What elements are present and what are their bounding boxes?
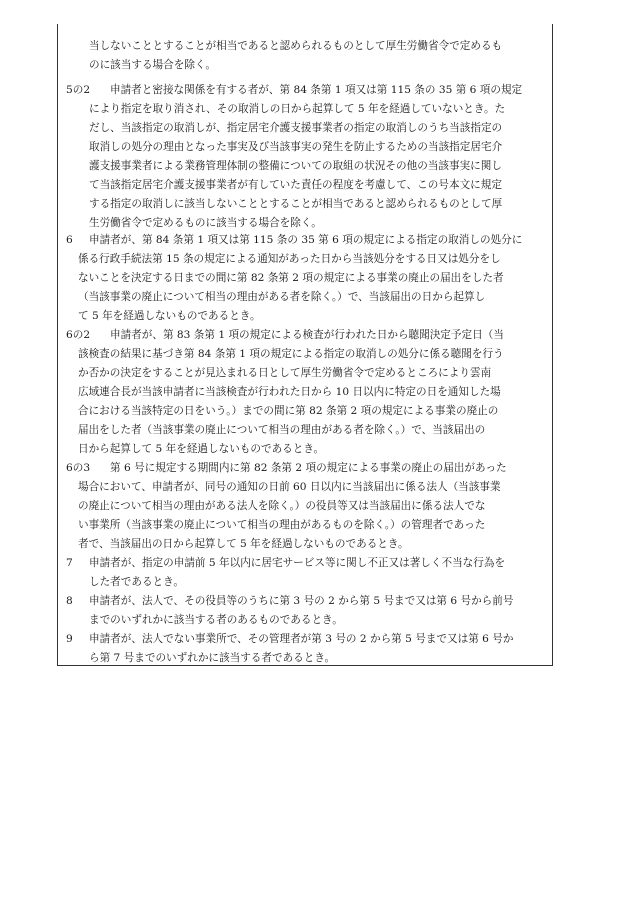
paragraph-line: 取消しの処分の理由となった事実及び当該事実の発生を防止するための当該指定居宅介 [89,141,503,153]
paragraph-line: か否かの決定をすることが見込まれる日として厚生労働省令で定めるところにより雲南 [78,367,492,379]
paragraph-line: 日から起算して 5 年を経過しないものであるとき。 [78,443,325,455]
paragraph-line: い事業所（当該事業の廃止について相当の理由があるものを除く。）の管理者であった [78,519,486,531]
paragraph-line: 第 6 号に規定する期間内に第 82 条第 2 項の規定による事業の廃止の届出があった [110,462,507,474]
paragraph-line: 場合において、申請者が、同号の通知の日前 60 日以内に当該届出に係る法人（当該事業 [78,481,501,493]
paragraph-line: 申請者が、第 84 条第 1 項又は第 115 条の 35 第 6 項の規定による指定の取消しの処分に [89,234,523,246]
paragraph-line: て当該指定居宅介護支援事業者が有していた責任の程度を考慮して、この号本文に規定 [89,179,502,191]
paragraph-line: のに該当する場合を除く。 [89,59,216,71]
item-number: 6の2 [66,329,91,341]
paragraph-line: 届出をした者（当該事業の廃止について相当の理由がある者を除く。）で、当該届出の [78,424,486,436]
item-number: 6の3 [66,462,91,474]
paragraph-line: の廃止について相当の理由がある法人を除く。）の役員等又は当該届出に係る法人でな [78,500,486,512]
paragraph-line: した者であるとき。 [89,576,184,588]
paragraph-line: 申請者が、指定の申請前 5 年以内に居宅サービス等に関し不正又は著しく不当な行為を [89,557,506,569]
paragraph-line: ら第 7 号までのいずれかに該当する者であるとき。 [89,652,336,664]
paragraph-line: 生労働省令で定めるものに該当する場合を除く。 [89,217,322,229]
item-number: 9 [66,633,73,645]
document-frame [57,24,553,666]
paragraph-line: 申請者が、第 83 条第 1 項の規定による検査が行われた日から聴聞決定予定日（当 [110,329,504,341]
paragraph-line: だし、当該指定の取消しが、指定居宅介護支援事業者の指定の取消しのうち当該指定の [89,122,503,134]
paragraph-line: 係る行政手続法第 15 条の規定による通知があった日から当該処分をする日又は処分をし [78,253,501,265]
paragraph-line: （当該事業の廃止について相当の理由がある者を除く。）で、当該届出の日から起算し [78,291,486,303]
paragraph-line: する指定の取消しに該当しないこととすることが相当であると認められるものとして厚 [89,198,503,210]
item-number: 7 [66,557,73,569]
item-number: 5の2 [66,84,91,96]
paragraph-line: 広域連合長が当該申請者に当該検査が行われた日から 10 日以内に特定の日を通知した場 [78,386,501,398]
paragraph-line: 合における当該特定の日をいう。）までの間に第 82 条第 2 項の規定による事業の廃止の [78,405,499,417]
paragraph-line: 申請者が、法人で、その役員等のうちに第 3 号の 2 から第 5 号まで又は第 6 号から前号 [89,595,514,607]
paragraph-line: までのいずれかに該当する者のあるものであるとき。 [89,614,343,626]
paragraph-line: ないことを決定する日までの間に第 82 条第 2 項の規定による事業の廃止の届出をした者 [78,272,504,284]
paragraph-line: 当しないこととすることが相当であると認められるものとして厚生労働省令で定めるも [89,40,503,52]
paragraph-line: 者で、当該届出の日から起算して 5 年を経過しないものであるとき。 [78,538,409,550]
paragraph-line: 申請者と密接な関係を有する者が、第 84 条第 1 項又は第 115 条の 35 第 6 項の規定 [110,84,523,96]
paragraph-line: て 5 年を経過しないものであるとき。 [78,310,261,322]
item-number: 6 [66,234,73,246]
paragraph-line: 護支援事業者による業務管理体制の整備についての取組の状況その他の当該事実に関し [89,160,502,172]
paragraph-line: により指定を取り消され、その取消しの日から起算して 5 年を経過していないとき。た [89,103,506,115]
item-number: 8 [66,595,73,607]
paragraph-line: 申請者が、法人でない事業所で、その管理者が第 3 号の 2 から第 5 号まで又は第 6 号か [89,633,514,645]
paragraph-line: 該検査の結果に基づき第 84 条第 1 項の規定による指定の取消しの処分に係る聴聞を行う [78,348,504,360]
